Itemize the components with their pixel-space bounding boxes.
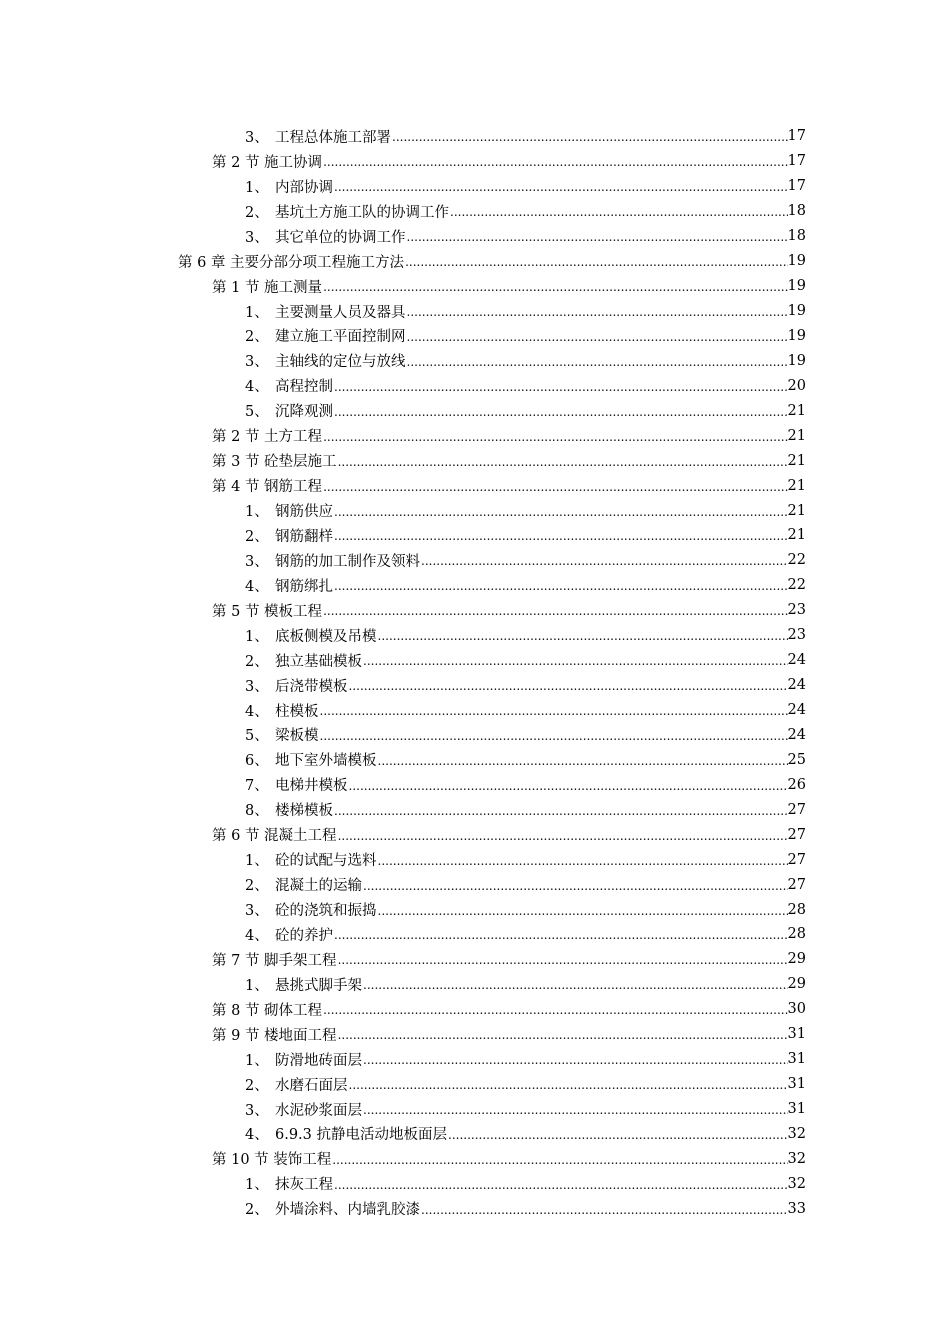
toc-entry-page: 19 <box>787 327 806 344</box>
toc-entry-number: 2、 <box>245 204 269 221</box>
toc-entry-page: 31 <box>787 1051 806 1068</box>
toc-entry-page: 27 <box>787 801 806 818</box>
toc-entry-page: 19 <box>787 352 806 369</box>
toc-entry-title: 主轴线的定位与放线 <box>275 354 406 371</box>
toc-entry-page: 32 <box>787 1175 806 1192</box>
toc-entry-number: 3、 <box>245 903 269 920</box>
toc-entry-number: 2、 <box>245 1202 269 1219</box>
toc-entry-title: 钢筋的加工制作及领料 <box>275 553 420 570</box>
toc-entry-number: 4、 <box>245 927 269 944</box>
toc-entry[interactable] <box>0 648 806 673</box>
toc-entry[interactable] <box>0 922 806 947</box>
toc-dot-leader <box>363 879 788 893</box>
toc-entry-title: 其它单位的协调工作 <box>275 229 406 246</box>
toc-dot-leader <box>378 904 788 918</box>
toc-dot-leader <box>320 729 788 743</box>
toc-dot-leader <box>334 529 788 543</box>
toc-entry-title: 柱模板 <box>275 703 319 720</box>
toc-entry-title: 混凝土的运输 <box>275 878 362 895</box>
toc-entry-title: 地下室外墙模板 <box>275 753 377 770</box>
toc-entry[interactable] <box>0 174 806 199</box>
toc-entry-number: 1、 <box>245 977 269 994</box>
toc-dot-leader <box>363 654 788 668</box>
toc-entry[interactable] <box>0 274 806 299</box>
toc-entry[interactable] <box>0 897 806 922</box>
toc-entry-title: 第 2 节 土方工程 <box>212 429 323 446</box>
toc-entry-page: 25 <box>787 751 806 768</box>
toc-entry-page: 22 <box>787 577 806 594</box>
toc-entry-title: 水泥砂浆面层 <box>275 1102 362 1119</box>
toc-entry-page: 21 <box>787 452 806 469</box>
toc-entry-number: 2、 <box>245 653 269 670</box>
toc-entry-title: 主要测量人员及器具 <box>275 304 406 321</box>
toc-entry[interactable] <box>0 149 806 174</box>
toc-entry-page: 31 <box>787 1076 806 1093</box>
toc-entry-title: 第 6 章 主要分部分项工程施工方法 <box>178 254 405 271</box>
toc-entry-number: 8、 <box>245 803 269 820</box>
toc-entry[interactable] <box>0 872 806 897</box>
toc-entry-title: 后浇带模板 <box>275 678 348 695</box>
toc-dot-leader <box>421 554 788 568</box>
toc-dot-leader <box>320 704 788 718</box>
toc-dot-leader <box>334 405 788 419</box>
toc-entry[interactable] <box>0 997 806 1022</box>
toc-entry-number: 5、 <box>245 404 269 421</box>
toc-entry[interactable] <box>0 947 806 972</box>
toc-dot-leader <box>407 230 788 244</box>
toc-entry-page: 17 <box>787 178 806 195</box>
toc-entry-number: 4、 <box>245 703 269 720</box>
toc-entry-number: 1、 <box>245 179 269 196</box>
toc-entry-page: 17 <box>787 153 806 170</box>
toc-dot-leader <box>349 1078 788 1092</box>
toc-dot-leader <box>407 305 788 319</box>
toc-entry-number: 1、 <box>245 1052 269 1069</box>
toc-entry-page: 21 <box>787 502 806 519</box>
toc-entry-title: 第 3 节 砼垫层施工 <box>212 454 337 471</box>
toc-dot-leader <box>323 1003 787 1017</box>
toc-entry-title: 内部协调 <box>275 179 333 196</box>
toc-entry[interactable] <box>0 1072 806 1097</box>
toc-entry[interactable] <box>0 124 806 149</box>
toc-entry-title: 独立基础模板 <box>275 653 362 670</box>
toc-dot-leader <box>448 1128 788 1142</box>
toc-dot-leader <box>378 754 788 768</box>
toc-dot-leader <box>378 629 788 643</box>
toc-entry-title: 电梯井模板 <box>275 778 348 795</box>
toc-dot-leader <box>407 330 788 344</box>
toc-entry[interactable] <box>0 1171 806 1196</box>
toc-entry-page: 31 <box>787 1101 806 1118</box>
toc-dot-leader <box>334 380 788 394</box>
toc-entry[interactable] <box>0 373 806 398</box>
toc-dot-leader <box>334 928 788 942</box>
toc-entry[interactable] <box>0 1196 806 1221</box>
toc-dot-leader <box>334 505 788 519</box>
toc-entry-number: 1、 <box>245 304 269 321</box>
toc-entry-number: 4、 <box>245 379 269 396</box>
toc-entry-number: 1、 <box>245 853 269 870</box>
toc-dot-leader <box>334 180 788 194</box>
toc-entry-number: 2、 <box>245 878 269 895</box>
toc-entry[interactable] <box>0 847 806 872</box>
toc-entry-title: 沉降观测 <box>275 404 333 421</box>
toc-entry[interactable] <box>0 498 806 523</box>
toc-entry-number: 1、 <box>245 628 269 645</box>
toc-entry-page: 27 <box>787 876 806 893</box>
toc-dot-leader <box>334 804 788 818</box>
toc-entry-page: 24 <box>787 702 806 719</box>
toc-entry-number: 1、 <box>245 1177 269 1194</box>
toc-entry[interactable] <box>0 523 806 548</box>
toc-entry-title: 第 1 节 施工测量 <box>212 279 323 296</box>
toc-entry[interactable] <box>0 348 806 373</box>
toc-entry-page: 24 <box>787 677 806 694</box>
toc-entry-page: 21 <box>787 427 806 444</box>
toc-entry-number: 4、 <box>245 578 269 595</box>
toc-entry-page: 17 <box>787 128 806 145</box>
toc-dot-leader <box>363 1103 788 1117</box>
toc-entry-title: 抹灰工程 <box>275 1177 333 1194</box>
toc-entry-title: 砼的浇筑和振捣 <box>275 903 377 920</box>
toc-entry[interactable] <box>0 249 806 274</box>
toc-entry-page: 32 <box>787 1150 806 1167</box>
toc-entry[interactable] <box>0 598 806 623</box>
toc-dot-leader <box>392 130 788 144</box>
toc-entry-page: 18 <box>787 228 806 245</box>
toc-entry-title: 钢筋翻样 <box>275 528 333 545</box>
toc-dot-leader <box>338 1028 788 1042</box>
toc-entry[interactable] <box>0 822 806 847</box>
toc-entry-number: 7、 <box>245 778 269 795</box>
toc-entry-title: 砼的养护 <box>275 927 333 944</box>
toc-entry[interactable] <box>0 324 806 349</box>
toc-entry[interactable] <box>0 548 806 573</box>
toc-entry[interactable] <box>0 747 806 772</box>
toc-entry[interactable] <box>0 199 806 224</box>
toc-entry[interactable] <box>0 772 806 797</box>
toc-entry-title: 第 5 节 模板工程 <box>212 603 323 620</box>
toc-entry-page: 23 <box>787 627 806 644</box>
toc-entry-number: 2、 <box>245 329 269 346</box>
toc-entry-title: 6.9.3 抗静电活动地板面层 <box>275 1127 448 1144</box>
toc-entry-page: 21 <box>787 527 806 544</box>
toc-entry-title: 第 10 节 装饰工程 <box>212 1152 332 1169</box>
toc-entry-title: 高程控制 <box>275 379 333 396</box>
toc-entry[interactable] <box>0 1122 806 1147</box>
toc-entry-page: 27 <box>787 826 806 843</box>
toc-entry[interactable] <box>0 224 806 249</box>
toc-entry[interactable] <box>0 398 806 423</box>
toc-dot-leader <box>363 1053 788 1067</box>
toc-entry[interactable] <box>0 698 806 723</box>
toc-entry-title: 钢筋供应 <box>275 504 333 521</box>
toc-entry-number: 3、 <box>245 229 269 246</box>
toc-entry-number: 3、 <box>245 354 269 371</box>
toc-entry-title: 防滑地砖面层 <box>275 1052 362 1069</box>
toc-entry-title: 楼梯模板 <box>275 803 333 820</box>
toc-dot-leader <box>421 1203 788 1217</box>
toc-entry-number: 3、 <box>245 553 269 570</box>
toc-entry-page: 19 <box>787 253 806 270</box>
toc-dot-leader <box>349 779 788 793</box>
toc-entry-number: 4、 <box>245 1127 269 1144</box>
toc-entry[interactable] <box>0 797 806 822</box>
toc-entry-number: 1、 <box>245 504 269 521</box>
toc-entry-title: 钢筋绑扎 <box>275 578 333 595</box>
toc-entry-number: 2、 <box>245 1077 269 1094</box>
toc-entry-page: 21 <box>787 402 806 419</box>
toc-entry[interactable] <box>0 423 806 448</box>
toc-entry-title: 第 8 节 砌体工程 <box>212 1002 323 1019</box>
toc-entry-number: 3、 <box>245 129 269 146</box>
toc-entry-page: 29 <box>787 976 806 993</box>
toc-entry[interactable] <box>0 448 806 473</box>
toc-dot-leader <box>363 978 788 992</box>
toc-entry-page: 32 <box>787 1125 806 1142</box>
toc-dot-leader <box>323 604 787 618</box>
toc-dot-leader <box>323 430 787 444</box>
toc-dot-leader <box>407 355 788 369</box>
toc-entry-page: 28 <box>787 926 806 943</box>
toc-entry[interactable] <box>0 1022 806 1047</box>
toc-dot-leader <box>323 280 787 294</box>
toc-entry[interactable] <box>0 972 806 997</box>
toc-dot-leader <box>378 854 788 868</box>
toc-entry-page: 18 <box>787 203 806 220</box>
toc-entry-number: 5、 <box>245 728 269 745</box>
toc-entry-page: 22 <box>787 552 806 569</box>
toc-entry-page: 28 <box>787 901 806 918</box>
toc-dot-leader <box>338 829 788 843</box>
toc-entry-title: 基坑土方施工队的协调工作 <box>275 204 449 221</box>
toc-entry-title: 第 4 节 钢筋工程 <box>212 479 323 496</box>
table-of-contents <box>0 124 950 1221</box>
toc-entry[interactable] <box>0 1047 806 1072</box>
toc-dot-leader <box>323 480 787 494</box>
toc-entry[interactable] <box>0 723 806 748</box>
toc-entry-title: 工程总体施工部署 <box>275 129 391 146</box>
toc-entry-number: 6、 <box>245 753 269 770</box>
toc-entry-page: 29 <box>787 951 806 968</box>
toc-entry[interactable] <box>0 1097 806 1122</box>
toc-entry-page: 19 <box>787 278 806 295</box>
toc-entry-title: 外墙涂料、内墙乳胶漆 <box>275 1202 420 1219</box>
toc-dot-leader <box>349 679 788 693</box>
toc-entry-title: 第 2 节 施工协调 <box>212 154 323 171</box>
toc-entry-page: 23 <box>787 602 806 619</box>
toc-entry-page: 19 <box>787 303 806 320</box>
toc-entry-title: 建立施工平面控制网 <box>275 329 406 346</box>
toc-entry-page: 31 <box>787 1026 806 1043</box>
toc-entry-page: 21 <box>787 477 806 494</box>
toc-dot-leader <box>323 155 787 169</box>
toc-dot-leader <box>332 1153 787 1167</box>
toc-entry[interactable] <box>0 1146 806 1171</box>
toc-entry-number: 3、 <box>245 1102 269 1119</box>
toc-entry-page: 24 <box>787 652 806 669</box>
toc-entry-page: 27 <box>787 851 806 868</box>
toc-entry[interactable] <box>0 623 806 648</box>
toc-entry-title: 第 7 节 脚手架工程 <box>212 952 337 969</box>
toc-entry-page: 26 <box>787 776 806 793</box>
toc-entry-title: 悬挑式脚手架 <box>275 977 362 994</box>
toc-entry-page: 33 <box>787 1200 806 1217</box>
toc-dot-leader <box>338 455 788 469</box>
toc-entry[interactable] <box>0 673 806 698</box>
toc-entry-title: 砼的试配与选料 <box>275 853 377 870</box>
toc-dot-leader <box>405 255 787 269</box>
toc-entry-title: 水磨石面层 <box>275 1077 348 1094</box>
toc-dot-leader <box>334 1178 788 1192</box>
toc-entry-title: 第 9 节 楼地面工程 <box>212 1027 337 1044</box>
toc-entry-number: 3、 <box>245 678 269 695</box>
toc-entry-page: 30 <box>787 1001 806 1018</box>
toc-dot-leader <box>338 953 788 967</box>
toc-entry[interactable] <box>0 473 806 498</box>
toc-entry-number: 2、 <box>245 528 269 545</box>
toc-entry[interactable] <box>0 573 806 598</box>
toc-entry-page: 24 <box>787 726 806 743</box>
toc-dot-leader <box>450 205 788 219</box>
toc-entry[interactable] <box>0 299 806 324</box>
toc-dot-leader <box>334 579 788 593</box>
toc-entry-page: 20 <box>787 377 806 394</box>
toc-entry-title: 第 6 节 混凝土工程 <box>212 828 337 845</box>
toc-entry-title: 梁板模 <box>275 728 319 745</box>
toc-entry-title: 底板侧模及吊模 <box>275 628 377 645</box>
